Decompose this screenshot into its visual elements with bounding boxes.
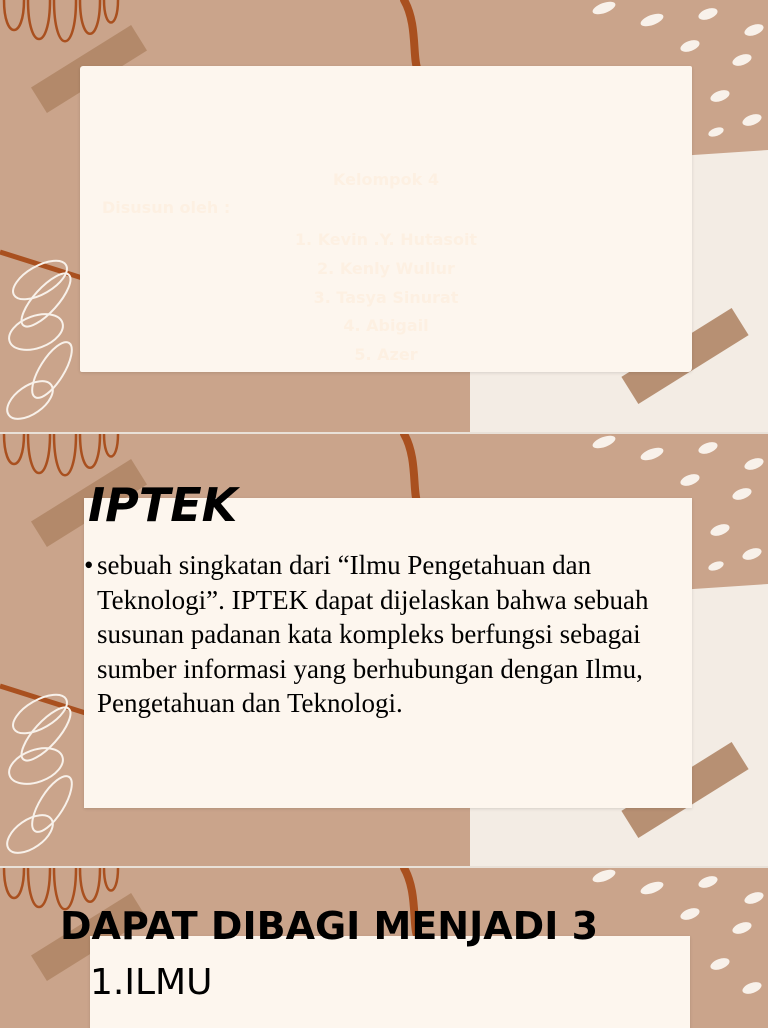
definition-bullet bbox=[84, 548, 684, 721]
slide-title: IPTEK dan AGAMA KRISTEN bbox=[153, 106, 619, 141]
slide-3[interactable] bbox=[0, 868, 768, 1028]
list-item: 4. Abigail bbox=[343, 316, 429, 336]
member-list bbox=[80, 226, 692, 370]
bullet-marker: • bbox=[84, 550, 94, 580]
author-heading: Disusun oleh : bbox=[102, 198, 231, 217]
list-item: 3. Tasya Sinurat bbox=[313, 287, 459, 307]
slide-title: DAPAT DIBAGI MENJADI 3 bbox=[60, 904, 599, 948]
list-item: 5. Azer bbox=[354, 345, 418, 365]
list-item: 2. Kenly Wullur bbox=[317, 258, 455, 278]
slide-1[interactable] bbox=[0, 0, 768, 432]
list-item: 1. Kevin .Y. Hutasoit bbox=[294, 230, 478, 249]
list-item: 1.ILMU bbox=[90, 962, 213, 1003]
slide-title: IPTEK bbox=[88, 478, 238, 532]
definition-text: sebuah singkatan dari “Ilmu Pengetahuan dan Teknologi”. IPTEK dapat dijelaskan bahwa sebuah susunan padanan kata kompleks berfungsi sebagai sumber informasi yang berhubungan dengan Ilmu, Pengetahuan dan Teknologi. bbox=[97, 550, 649, 718]
group-label: Kelompok 4 bbox=[333, 170, 439, 189]
